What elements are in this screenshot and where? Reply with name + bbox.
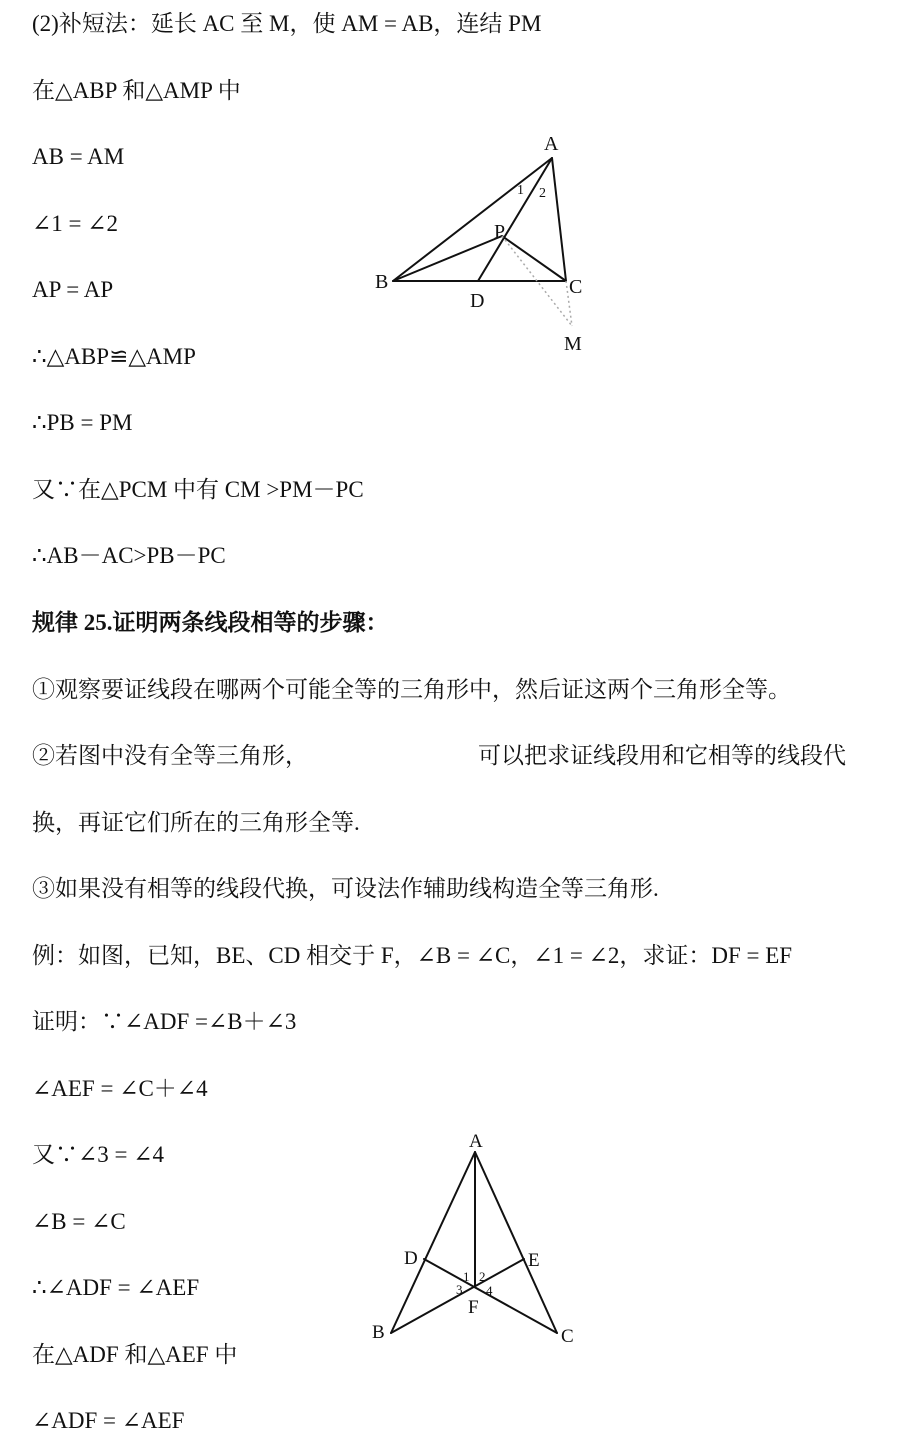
label-c: C [561, 1326, 574, 1347]
segment-cm-dotted [566, 281, 572, 326]
segment-ac [552, 158, 566, 281]
segment-pc [502, 236, 566, 281]
label-f: F [468, 1297, 479, 1318]
label-angle-1: 1 [517, 183, 524, 198]
label-d: D [470, 290, 485, 312]
segment-ab [391, 1152, 475, 1333]
segment-bp [393, 236, 502, 281]
example-statement: 例：如图，已知，BE、CD 相交于 F，∠B = ∠C，∠1 = ∠2，求证：DF = EF [32, 943, 793, 968]
text-line-angle1-eq-angle2: ∠1 = ∠2 [32, 211, 119, 236]
label-d: D [404, 1248, 418, 1269]
text-line-in-pcm: 又∵在△PCM 中有 CM >PM－PC [32, 477, 364, 502]
segment-ac [475, 1152, 557, 1333]
text-line-pb-eq-pm: ∴PB = PM [32, 410, 133, 435]
rule-heading: 规律 25.证明两条线段相等的步骤： [32, 610, 389, 635]
text-line-supplement-method: (2)补短法：延长 AC 至 M，使 AM = AB，连结 PM [32, 11, 542, 36]
segment-ad [478, 158, 552, 281]
label-angle-3: 3 [456, 1282, 463, 1297]
step-3: ③如果没有相等的线段代换，可设法作辅助线构造全等三角形. [32, 876, 659, 901]
text-line-ab-eq-am: AB = AM [32, 144, 125, 169]
step-1: ①观察要证线段在哪两个可能全等的三角形中，然后证这两个三角形全等。 [32, 677, 791, 702]
step-2-part-a: ②若图中没有全等三角形， [32, 743, 308, 768]
label-a: A [544, 133, 559, 155]
label-m: M [564, 333, 582, 355]
label-e: E [528, 1250, 540, 1271]
proof-adf-eq-aef: ∴∠ADF = ∠AEF [32, 1275, 200, 1300]
segment-pm-dotted [502, 236, 572, 326]
step-2-continued: 换，再证它们所在的三角形全等. [32, 810, 360, 835]
proof-in-triangles: 在△ADF 和△AEF 中 [32, 1342, 238, 1367]
proof-angle3-eq-angle4: 又∵∠3 = ∠4 [32, 1142, 165, 1167]
segment-ab [393, 158, 552, 281]
text-line-ap-eq-ap: AP = AP [32, 277, 114, 302]
step-2-part-b: 可以把求证线段用和它相等的线段代 [478, 743, 846, 768]
segment-cd [424, 1259, 557, 1333]
proof-start: 证明：∵∠ADF =∠B＋∠3 [32, 1009, 297, 1034]
text-line-conclusion: ∴AB－AC>PB－PC [32, 543, 226, 568]
label-c: C [569, 276, 583, 298]
label-angle-2: 2 [539, 186, 546, 201]
segment-be [391, 1259, 524, 1333]
proof-adf-eq-aef-again: ∠ADF = ∠AEF [32, 1408, 185, 1433]
label-angle-4: 4 [486, 1283, 493, 1298]
label-angle-2: 2 [479, 1269, 486, 1284]
proof-aef: ∠AEF = ∠C＋∠4 [32, 1076, 208, 1101]
label-a: A [469, 1131, 483, 1152]
text-line-in-triangles: 在△ABP 和△AMP 中 [32, 78, 241, 103]
proof-b-eq-c: ∠B = ∠C [32, 1209, 126, 1234]
label-b: B [372, 1322, 385, 1343]
label-b: B [375, 271, 389, 293]
label-p: P [494, 221, 506, 243]
label-angle-1: 1 [463, 1269, 470, 1284]
text-line-congruent: ∴△ABP≌△AMP [32, 344, 196, 369]
